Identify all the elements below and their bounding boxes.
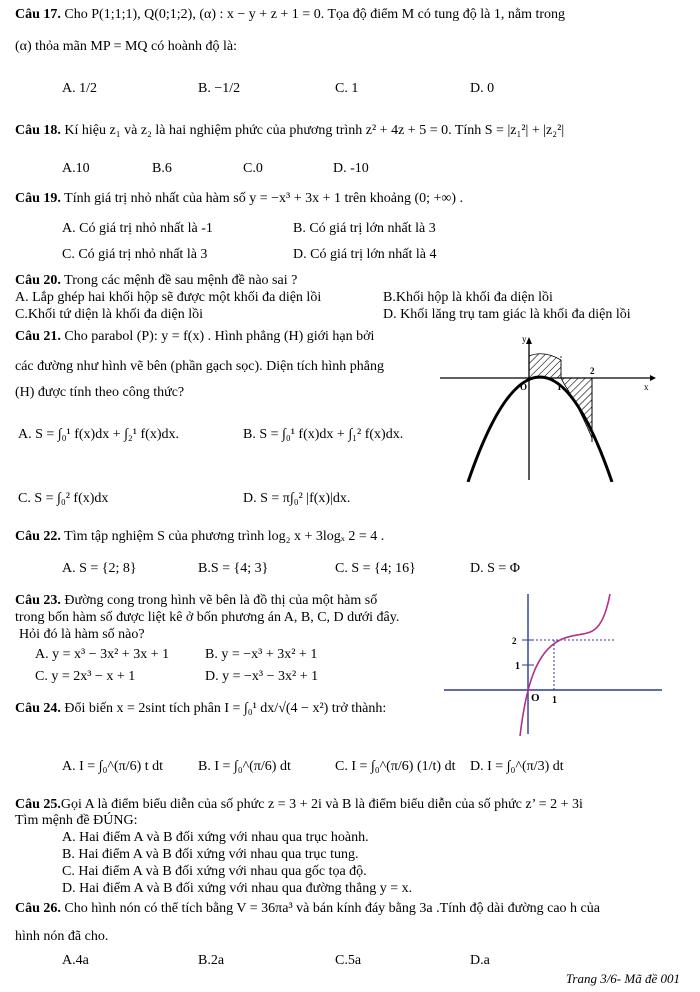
question-number: Câu 24. bbox=[15, 701, 61, 716]
label-origin: O bbox=[520, 382, 528, 392]
option-b: B.S = {4; 3} bbox=[198, 561, 269, 576]
question-text-cont: (H) được tính theo công thức? bbox=[15, 385, 185, 400]
question-number: Câu 18. bbox=[15, 123, 61, 138]
question-22 bbox=[15, 528, 384, 546]
option-a: A.4a bbox=[62, 953, 89, 968]
option-a: A.10 bbox=[62, 161, 90, 176]
option-c: C.5a bbox=[335, 953, 362, 968]
option-c: C.0 bbox=[243, 161, 263, 176]
option-a: A. y = x³ − 3x² + 3x + 1 bbox=[35, 647, 170, 662]
option-a: A. Lắp ghép hai khối hộp sẽ được một khối đa diện lồi bbox=[15, 290, 322, 305]
option-d: D.a bbox=[470, 953, 490, 968]
question-text-cont: trong bốn hàm số được liệt kê ở bốn phương án A, B, C, D dưới đây. bbox=[15, 610, 400, 625]
hatched-region-2 bbox=[561, 378, 592, 438]
option-a: A. 1/2 bbox=[62, 81, 97, 96]
question-text-cont: (α) thỏa mãn MP = MQ có hoành độ là: bbox=[15, 39, 237, 54]
option-a: A. I = ∫₀^(π/6) t dt bbox=[62, 759, 164, 774]
question-19 bbox=[15, 190, 463, 208]
question-23 bbox=[15, 592, 377, 610]
question-text-cont: Hỏi đó là hàm số nào? bbox=[19, 627, 145, 642]
question-text: Cho parabol (P): y = f(x) . Hình phẳng (H) giới hạn bởi bbox=[64, 329, 375, 344]
question-text: Đường cong trong hình vẽ bên là đồ thị của một hàm số bbox=[64, 593, 378, 608]
label-2: 2 bbox=[590, 366, 595, 376]
label-1: 1 bbox=[557, 382, 562, 392]
label-y: y bbox=[522, 334, 527, 344]
option-a: A. S = {2; 8} bbox=[62, 561, 137, 576]
option-b: B. y = −x³ + 3x² + 1 bbox=[205, 647, 318, 662]
label-origin: O bbox=[531, 692, 540, 704]
option-d: D. Khối lăng trụ tam giác là khối đa diện lồi bbox=[383, 307, 631, 322]
option-d: D. 0 bbox=[470, 81, 495, 96]
question-20 bbox=[15, 272, 297, 290]
question-number: Câu 21. bbox=[15, 329, 61, 344]
option-a: A. Có giá trị nhỏ nhất là -1 bbox=[62, 221, 213, 236]
question-number: Câu 22. bbox=[15, 529, 61, 544]
option-b: B.6 bbox=[152, 161, 172, 176]
label-1y: 1 bbox=[515, 661, 520, 672]
question-text-cont: Tìm mệnh đề ĐÚNG: bbox=[15, 813, 138, 828]
question-text: Trong các mệnh đề sau mệnh đề nào sai ? bbox=[64, 273, 298, 288]
cubic-graph bbox=[444, 590, 670, 736]
option-d: D. S = π∫₀² |f(x)|dx. bbox=[243, 491, 351, 506]
option-d: D. S = Φ bbox=[470, 561, 521, 576]
question-text: Cho hình nón có thể tích bằng V = 36πa³ và bán kính đáy bằng 3a .Tính độ dài đường cao h của bbox=[64, 901, 600, 916]
question-text: Gọi A là điểm biểu diễn của số phức z = 3 + 2i và B là điểm biểu diễn của số phức z’ = 2 + 3i bbox=[60, 797, 583, 812]
option-c: C.Khối tứ diện là khối đa diện lồi bbox=[15, 307, 204, 322]
option-b: B.2a bbox=[198, 953, 225, 968]
option-d: D. I = ∫₀^(π/3) dt bbox=[470, 759, 564, 774]
question-26 bbox=[15, 900, 600, 918]
question-text: Tìm tập nghiệm S của phương trình log₂ x + 3logₓ 2 = 4 . bbox=[64, 529, 385, 544]
question-number: Câu 23. bbox=[15, 593, 61, 608]
label-x: x bbox=[644, 382, 649, 392]
option-b: B. Hai điểm A và B đối xứng với nhau qua trục tung. bbox=[62, 847, 359, 862]
question-17 bbox=[15, 6, 565, 24]
question-number: Câu 26. bbox=[15, 901, 61, 916]
option-c: C. S = ∫₀² f(x)dx bbox=[18, 491, 109, 506]
question-text: Cho P(1;1;1), Q(0;1;2), (α) : x − y + z + 1 = 0. Tọa độ điểm M có tung độ là 1, nằm trong bbox=[64, 7, 566, 22]
option-c: C. S = {4; 16} bbox=[335, 561, 416, 576]
question-number: Câu 19. bbox=[15, 191, 61, 206]
question-text: Kí hiệu z₁ và z₂ là hai nghiệm phức của phương trình z² + 4z + 5 = 0. Tính S = |z₁²| + |z₂²| bbox=[64, 123, 565, 138]
option-c: C. Có giá trị nhỏ nhất là 3 bbox=[62, 247, 208, 262]
label-2: 2 bbox=[512, 636, 517, 646]
page-footer: Trang 3/6- Mã đề 001 bbox=[565, 971, 680, 986]
question-number: Câu 25. bbox=[15, 797, 61, 812]
option-c: C. 1 bbox=[335, 81, 359, 96]
question-text-cont: hình nón đã cho. bbox=[15, 929, 109, 944]
option-d: D. Có giá trị lớn nhất là 4 bbox=[293, 247, 437, 262]
question-number: Câu 20. bbox=[15, 273, 61, 288]
option-d: D. Hai điểm A và B đối xứng với nhau qua đường thẳng y = x. bbox=[62, 881, 413, 896]
option-c: C. I = ∫₀^(π/6) (1/t) dt bbox=[335, 759, 456, 774]
question-text: Đổi biến x = 2sint tích phân I = ∫₀¹ dx/√(4 − x²) trở thành: bbox=[64, 701, 387, 716]
question-text-cont: các đường như hình vẽ bên (phần gạch sọc). Diện tích hình phẳng bbox=[15, 359, 384, 374]
option-a: A. Hai điểm A và B đối xứng với nhau qua trục hoành. bbox=[62, 830, 369, 845]
label-1x: 1 bbox=[552, 695, 557, 706]
question-number: Câu 17. bbox=[15, 7, 61, 22]
option-b: B. I = ∫₀^(π/6) dt bbox=[198, 759, 291, 774]
question-24 bbox=[15, 700, 386, 718]
question-21 bbox=[15, 328, 374, 346]
option-b: B. S = ∫₀¹ f(x)dx + ∫₁² f(x)dx. bbox=[243, 427, 404, 442]
option-d: D. -10 bbox=[333, 161, 369, 176]
option-c: C. Hai điểm A và B đối xứng với nhau qua gốc tọa độ. bbox=[62, 864, 367, 879]
option-a: A. S = ∫₀¹ f(x)dx + ∫₂¹ f(x)dx. bbox=[18, 427, 179, 442]
hatched-region-1 bbox=[529, 354, 561, 378]
question-text: Tính giá trị nhỏ nhất của hàm số y = −x³ + 3x + 1 trên khoảng (0; +∞) . bbox=[64, 191, 464, 206]
option-b: B. Có giá trị lớn nhất là 3 bbox=[293, 221, 436, 236]
option-b: B.Khối hộp là khối đa diện lồi bbox=[383, 290, 553, 305]
option-d: D. y = −x³ − 3x² + 1 bbox=[205, 669, 319, 684]
option-c: C. y = 2x³ − x + 1 bbox=[35, 669, 136, 684]
question-18 bbox=[15, 122, 564, 140]
parabola-graph bbox=[440, 332, 660, 482]
option-b: B. −1/2 bbox=[198, 81, 241, 96]
